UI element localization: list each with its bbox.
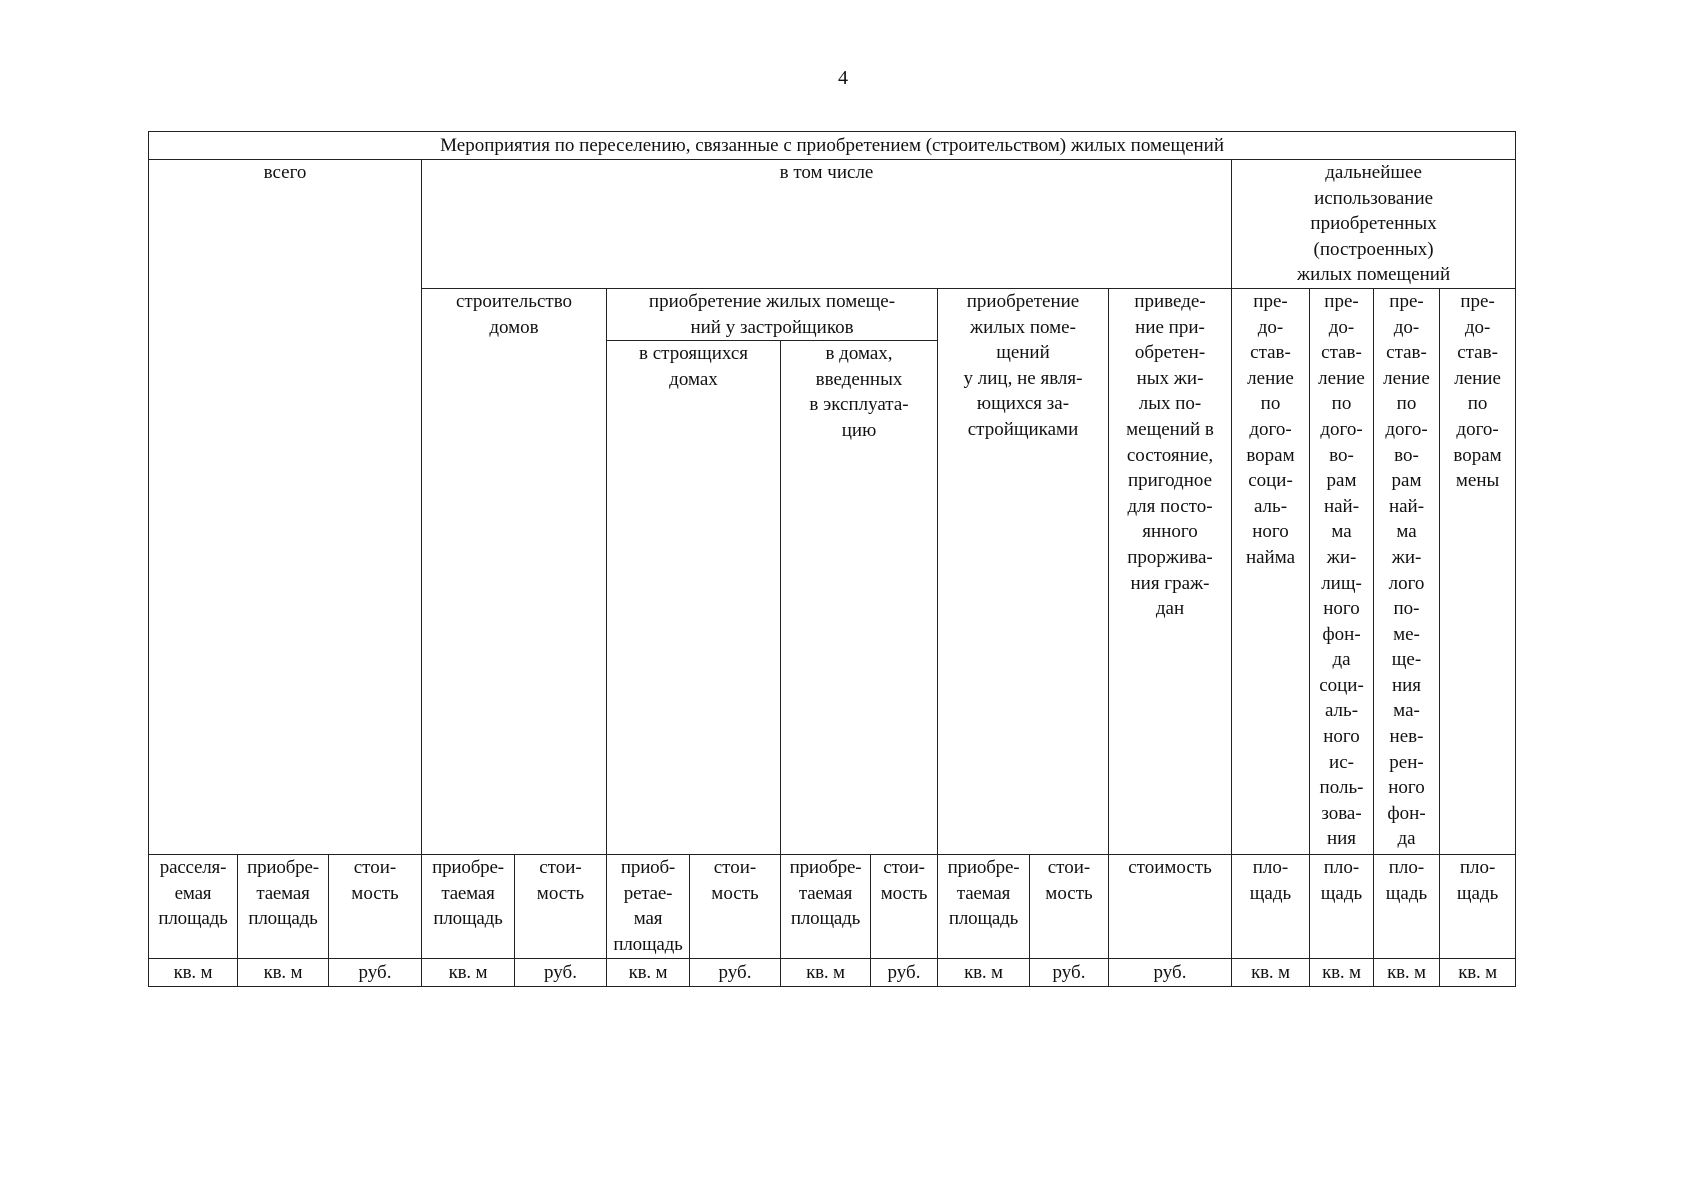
column-header: стоимость	[1109, 855, 1232, 959]
unit-cell: кв. м	[238, 959, 329, 987]
unit-cell: руб.	[1030, 959, 1109, 987]
column-header: приобре- таемая площадь	[422, 855, 515, 959]
unit-cell: руб.	[871, 959, 938, 987]
column-header: приоб- ретае- мая площадь	[607, 855, 690, 959]
column-header: пло- щадь	[1232, 855, 1310, 959]
developers-purchase-header: приобретение жилых помеще- ний у застройщиков	[607, 288, 938, 340]
unit-cell: кв. м	[149, 959, 238, 987]
column-header: стои- мость	[690, 855, 781, 959]
units-row	[149, 959, 1516, 987]
column-header: стои- мость	[871, 855, 938, 959]
social-use-fund-header: пре- до- став- ление по дого- во- рам най- ма жи- лищ- ного фон- да соци- аль- ного ис- поль- зова- ния	[1310, 288, 1374, 854]
unit-cell: руб.	[1109, 959, 1232, 987]
commissioned-header: в домах, введенных в эксплуата- цию	[781, 341, 938, 855]
column-header: пло- щадь	[1310, 855, 1374, 959]
social-rent-header: пре- до- став- ление по дого- ворам соци- аль- ного найма	[1232, 288, 1310, 854]
unit-cell: руб.	[329, 959, 422, 987]
column-header: стои- мость	[515, 855, 607, 959]
unit-cell: кв. м	[1232, 959, 1310, 987]
page-number: 4	[838, 67, 848, 89]
unit-cell: кв. м	[1310, 959, 1374, 987]
unit-cell: кв. м	[607, 959, 690, 987]
under-construction-header: в строящихся домах	[607, 341, 781, 855]
non-developers-purchase-header: приобретение жилых поме- щений у лиц, не явля- ющихся за- стройщиками	[938, 288, 1109, 854]
bringing-to-condition-header: приведе- ние при- обретен- ных жи- лых по- мещений в состояние, пригодное для посто- янного проржива- ния граж- дан	[1109, 288, 1232, 854]
further-use-group-header: дальнейшее использование приобретенных (построенных) жилых помещений	[1232, 160, 1516, 289]
unit-cell: руб.	[690, 959, 781, 987]
table-title: Мероприятия по переселению, связанные с приобретением (строительством) жилых помещений	[149, 132, 1516, 160]
unit-cell: кв. м	[422, 959, 515, 987]
column-header: приобре- таемая площадь	[781, 855, 871, 959]
unit-cell: кв. м	[1440, 959, 1516, 987]
column-header: приобре- таемая площадь	[938, 855, 1030, 959]
unit-cell: кв. м	[781, 959, 871, 987]
maneuver-fund-header: пре- до- став- ление по дого- во- рам най- ма жи- лого по- ме- ще- ния ма- нев- рен- ного фон- да	[1374, 288, 1440, 854]
column-header: приобре- таемая площадь	[238, 855, 329, 959]
title-row	[149, 132, 1516, 160]
including-group-header: в том числе	[422, 160, 1232, 289]
column-header: пло- щадь	[1374, 855, 1440, 959]
resettlement-measures-table	[148, 131, 1516, 987]
unit-cell: кв. м	[938, 959, 1030, 987]
unit-cell: руб.	[515, 959, 607, 987]
exchange-header: пре- до- став- ление по дого- ворам мены	[1440, 288, 1516, 854]
column-header: стои- мость	[1030, 855, 1109, 959]
total-group-header: всего	[149, 160, 422, 855]
column-header: расселя- емая площадь	[149, 855, 238, 959]
column-header: пло- щадь	[1440, 855, 1516, 959]
unit-cell: кв. м	[1374, 959, 1440, 987]
column-header-row	[149, 855, 1516, 959]
group-header-row	[149, 160, 1516, 289]
construction-header: строительство домов	[422, 288, 607, 854]
column-header: стои- мость	[329, 855, 422, 959]
